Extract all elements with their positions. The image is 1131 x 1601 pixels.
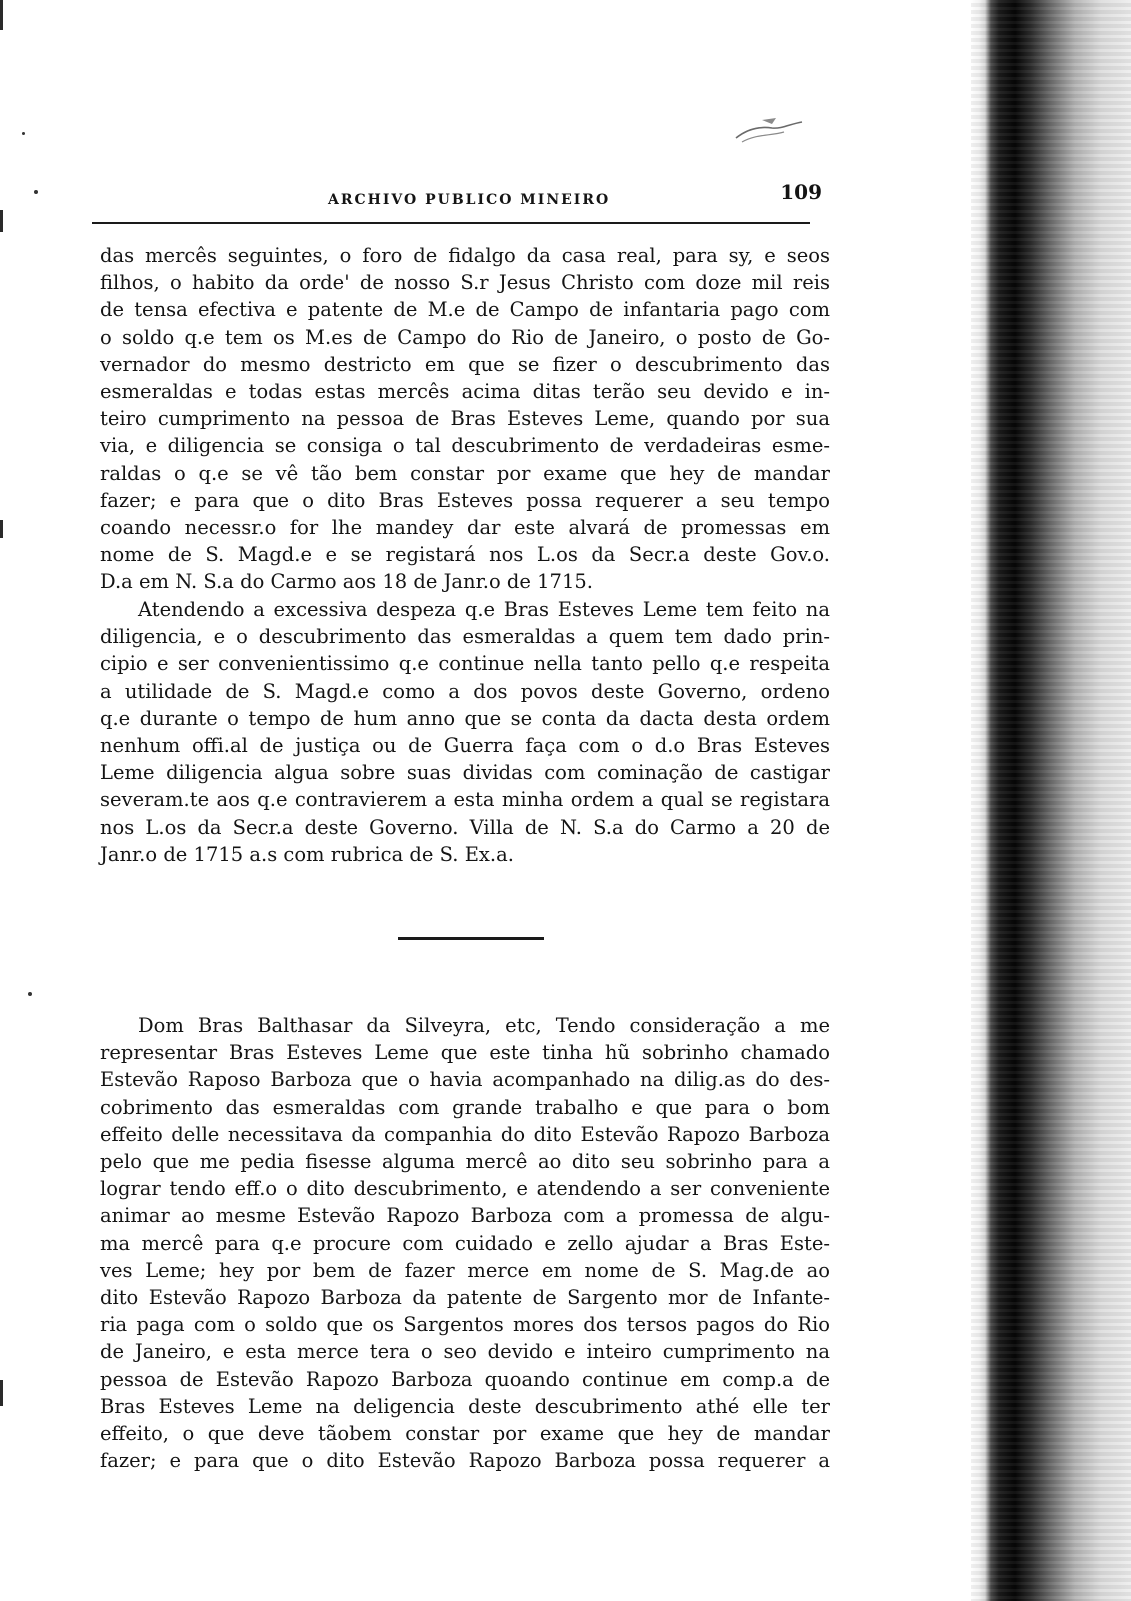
text-line: Atendendo a excessiva despeza q.e Bras Esteves Leme tem feito na (138, 598, 830, 621)
header-rule (92, 222, 810, 224)
scan-speck (34, 190, 38, 194)
text-line: filhos, o habito da orde' de nosso S.r Jesus Christo com doze mil reis (100, 271, 830, 295)
text-line: lograr tendo eff.o o dito descubrimento, e atendendo a ser conveniente (100, 1177, 830, 1201)
scan-edge-mark (0, 520, 3, 538)
text-line: de Janeiro, e esta merce tera o seo devido e inteiro cumprimento na (100, 1340, 830, 1364)
text-line: nome de S. Magd.e e se registará nos L.os da Secr.a deste Gov.o. (100, 543, 830, 567)
scan-speck (28, 992, 32, 996)
paragraph-continued-alvara (100, 242, 830, 596)
text-line: esmeraldas e todas estas mercês acima ditas terão seu devido e in- (100, 380, 830, 404)
text-line: representar Bras Esteves Leme que este tinha hũ sobrinho chamado (100, 1041, 830, 1065)
text-line: Leme diligencia algua sobre suas dividas com cominação de castigar (100, 761, 830, 785)
text-line: via, e diligencia se consiga o tal descubrimento de verdadeiras esme- (100, 434, 830, 458)
text-line: ma mercê para q.e procure com cuidado e zello ajudar a Bras Este- (100, 1231, 830, 1255)
text-line: effeito, o que deve tãobem constar por exame que hey de mandar (100, 1422, 830, 1446)
scan-edge-mark (0, 210, 3, 232)
page-header (98, 180, 828, 220)
running-title: ARCHIVO PUBLICO MINEIRO (328, 192, 611, 208)
text-line: ria paga com o soldo que os Sargentos mores dos tersos pagos do Rio (100, 1313, 830, 1337)
text-line: nos L.os da Secr.a deste Governo. Villa de N. S.a do Carmo a 20 de (100, 815, 830, 839)
text-line: cipio e ser convenientissimo q.e continue nella tanto pello q.e respeita (100, 652, 830, 676)
text-line: fazer; e para que o dito Bras Esteves possa requerer a seu tempo (100, 488, 830, 512)
text-line: q.e durante o tempo de hum anno que se conta da dacta desta ordem (100, 706, 830, 730)
text-line: severam.te aos q.e contravierem a esta minha ordem a qual se registara (100, 788, 830, 812)
text-line: D.a em N. S.a do Carmo aos 18 de Janr.o de 1715. (100, 570, 593, 594)
scan-edge-mark (0, 1380, 3, 1406)
text-line: das mercês seguintes, o foro de fidalgo da casa real, para sy, e seos (100, 244, 830, 267)
text-line: Bras Esteves Leme na deligencia deste descubrimento athé elle ter (100, 1394, 830, 1418)
text-line: coando necessr.o for lhe mandey dar este alvará de promessas em (100, 516, 830, 540)
printer-ornament-mark (732, 112, 808, 152)
text-line: fazer; e para que o dito Estevão Rapozo Barboza possa requerer a (100, 1449, 830, 1473)
page-number: 109 (780, 180, 822, 204)
text-line: vernador do mesmo destricto em que se fizer o descubrimento das (100, 352, 830, 376)
text-line: raldas o q.e se vê tão bem constar por exame que hey de mandar (100, 461, 830, 485)
text-line: animar ao mesme Estevão Rapozo Barboza com a promessa de algu- (100, 1204, 830, 1228)
book-binding-shadow (971, 0, 1131, 1601)
text-line: a utilidade de S. Magd.e como a dos povos deste Governo, ordeno (100, 679, 830, 703)
text-line: effeito delle necessitava da companhia do dito Estevão Rapozo Barboza (100, 1122, 830, 1146)
scan-speck (22, 132, 25, 135)
paragraph-dom-bras-balthasar (100, 1012, 830, 1474)
paragraph-ordem-bras-esteves (100, 596, 830, 868)
text-line: o soldo q.e tem os M.es de Campo do Rio de Janeiro, o posto de Go- (100, 325, 830, 349)
text-line: de tensa efectiva e patente de M.e de Campo de infantaria pago com (100, 298, 830, 322)
text-line: Janr.o de 1715 a.s com rubrica de S. Ex.a. (100, 842, 514, 866)
scan-edge-mark (0, 0, 3, 30)
text-line: diligencia, e o descubrimento das esmeraldas a quem tem dado prin- (100, 625, 830, 649)
text-line: teiro cumprimento na pessoa de Bras Esteves Leme, quando por sua (100, 407, 830, 431)
section-separator-rule (398, 937, 544, 940)
text-line: nenhum offi.al de justiça ou de Guerra faça com o d.o Bras Esteves (100, 734, 830, 758)
text-line: dito Estevão Rapozo Barboza da patente de Sargento mor de Infante- (100, 1286, 830, 1310)
text-line: Estevão Raposo Barboza que o havia acompanhado na dilig.as do des- (100, 1068, 830, 1092)
text-line: cobrimento das esmeraldas com grande trabalho e que para o bom (100, 1095, 830, 1119)
text-line: pessoa de Estevão Rapozo Barboza quoando continue em comp.a de (100, 1367, 830, 1391)
text-line: Dom Bras Balthasar da Silveyra, etc, Tendo consideração a me (138, 1014, 830, 1037)
text-line: ves Leme; hey por bem de fazer merce em nome de S. Mag.de ao (100, 1258, 830, 1282)
text-line: pelo que me pedia fisesse alguma mercê ao dito seu sobrinho para a (100, 1150, 830, 1174)
